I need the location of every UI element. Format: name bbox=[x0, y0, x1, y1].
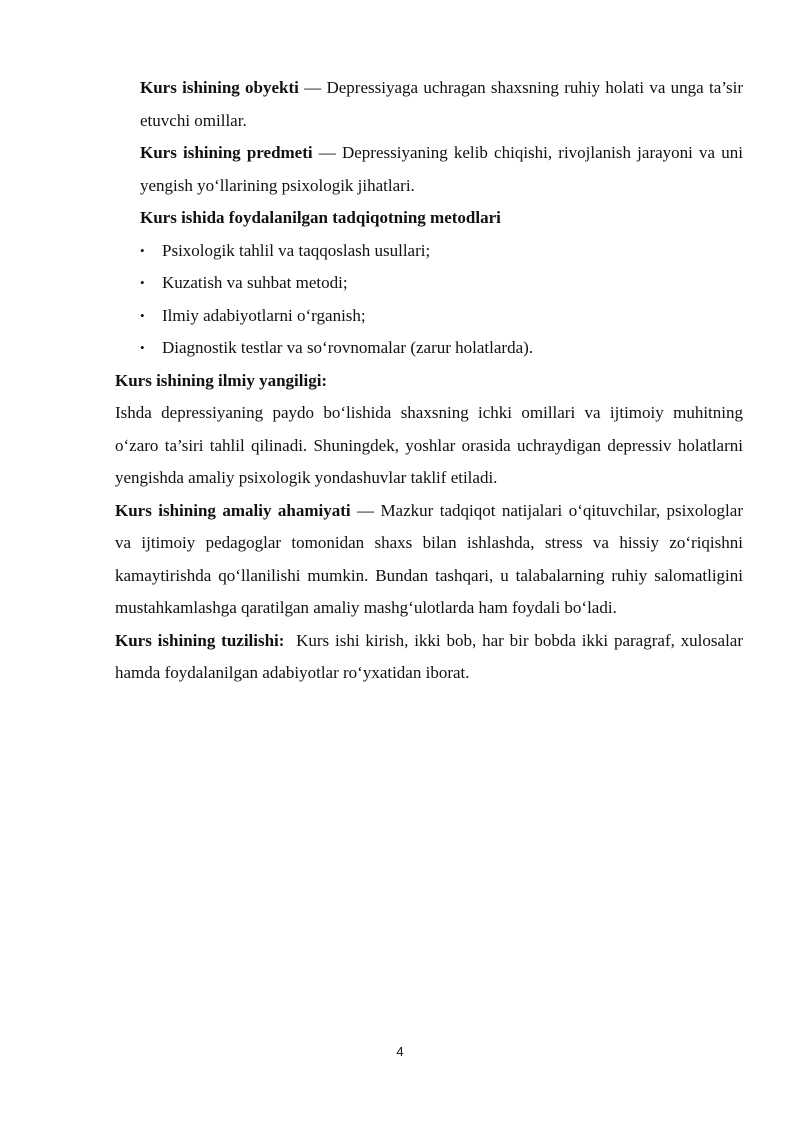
practical-paragraph bbox=[115, 495, 743, 625]
list-item bbox=[140, 332, 743, 365]
structure-paragraph bbox=[115, 625, 748, 690]
practical-text: — Mazkur tadqiqot natijalari o‘qituvchilar, psixologlar va ijtimoiy pedagoglar tomonidan shaxs bilan ishlashda, stress va hissiy zo‘riqishni kamaytirishda qo‘llanilishi mumkin. Bundan tashqari, u talabalarning ruhiy salomatligini mustahkamlashga qaratilgan amaliy mashg‘ulotlarda ham foydali bo‘ladi. bbox=[115, 500, 743, 617]
methods-list bbox=[115, 235, 743, 365]
novelty-paragraph: Ishda depressiyaning paydo bo‘lishida shaxsning ichki omillari va ijtimoiy muhitning o‘zaro ta’siri tahlil qilinadi. Shuningdek, yoshlar orasida uchraydigan depressiv holatlarni yengishda amaliy psixologik yondashuvlar taklif etiladi. bbox=[115, 403, 743, 487]
bullet-icon: • bbox=[140, 307, 145, 323]
list-item-text: Diagnostik testlar va so‘rovnomalar (zarur holatlarda). bbox=[162, 338, 534, 357]
list-item bbox=[140, 267, 743, 300]
page-content bbox=[115, 72, 748, 690]
novelty-heading: Kurs ishining ilmiy yangiligi: bbox=[115, 370, 328, 390]
bullet-icon: • bbox=[140, 340, 145, 355]
structure-label: Kurs ishining tuzilishi: bbox=[115, 630, 285, 650]
bullet-icon: • bbox=[140, 275, 145, 290]
object-text: — Depressiyaga uchragan shaxsning ruhiy holati va unga ta’sir etuvchi omillar. bbox=[140, 78, 744, 130]
list-item-text: Psixologik tahlil va taqqoslash usullari; bbox=[162, 240, 431, 260]
object-paragraph bbox=[115, 72, 743, 137]
structure-text: Kurs ishi kirish, ikki bob, har bir bobda ikki paragraf, xulosalar hamda foydalanilgan adabiyotlar ro‘yxatidan iborat. bbox=[115, 630, 748, 682]
methods-heading: Kurs ishida foydalanilgan tadqiqotning metodlari bbox=[140, 208, 501, 227]
practical-label: Kurs ishining amaliy ahamiyati bbox=[115, 500, 351, 520]
subject-label: Kurs ishining predmeti bbox=[140, 143, 313, 162]
list-item-text: Kuzatish va suhbat metodi; bbox=[162, 273, 348, 292]
list-item bbox=[140, 300, 743, 333]
list-item-text: Ilmiy adabiyotlarni o‘rganish; bbox=[162, 305, 366, 325]
object-label: Kurs ishining obyekti bbox=[140, 78, 299, 97]
list-item bbox=[140, 235, 743, 268]
bullet-icon: • bbox=[140, 242, 145, 258]
page-number: 4 bbox=[396, 1044, 404, 1059]
subject-text: — Depressiyaning kelib chiqishi, rivojlanish jarayoni va uni yengish yo‘llarining psixologik jihatlari. bbox=[140, 143, 743, 195]
subject-paragraph bbox=[115, 137, 743, 202]
